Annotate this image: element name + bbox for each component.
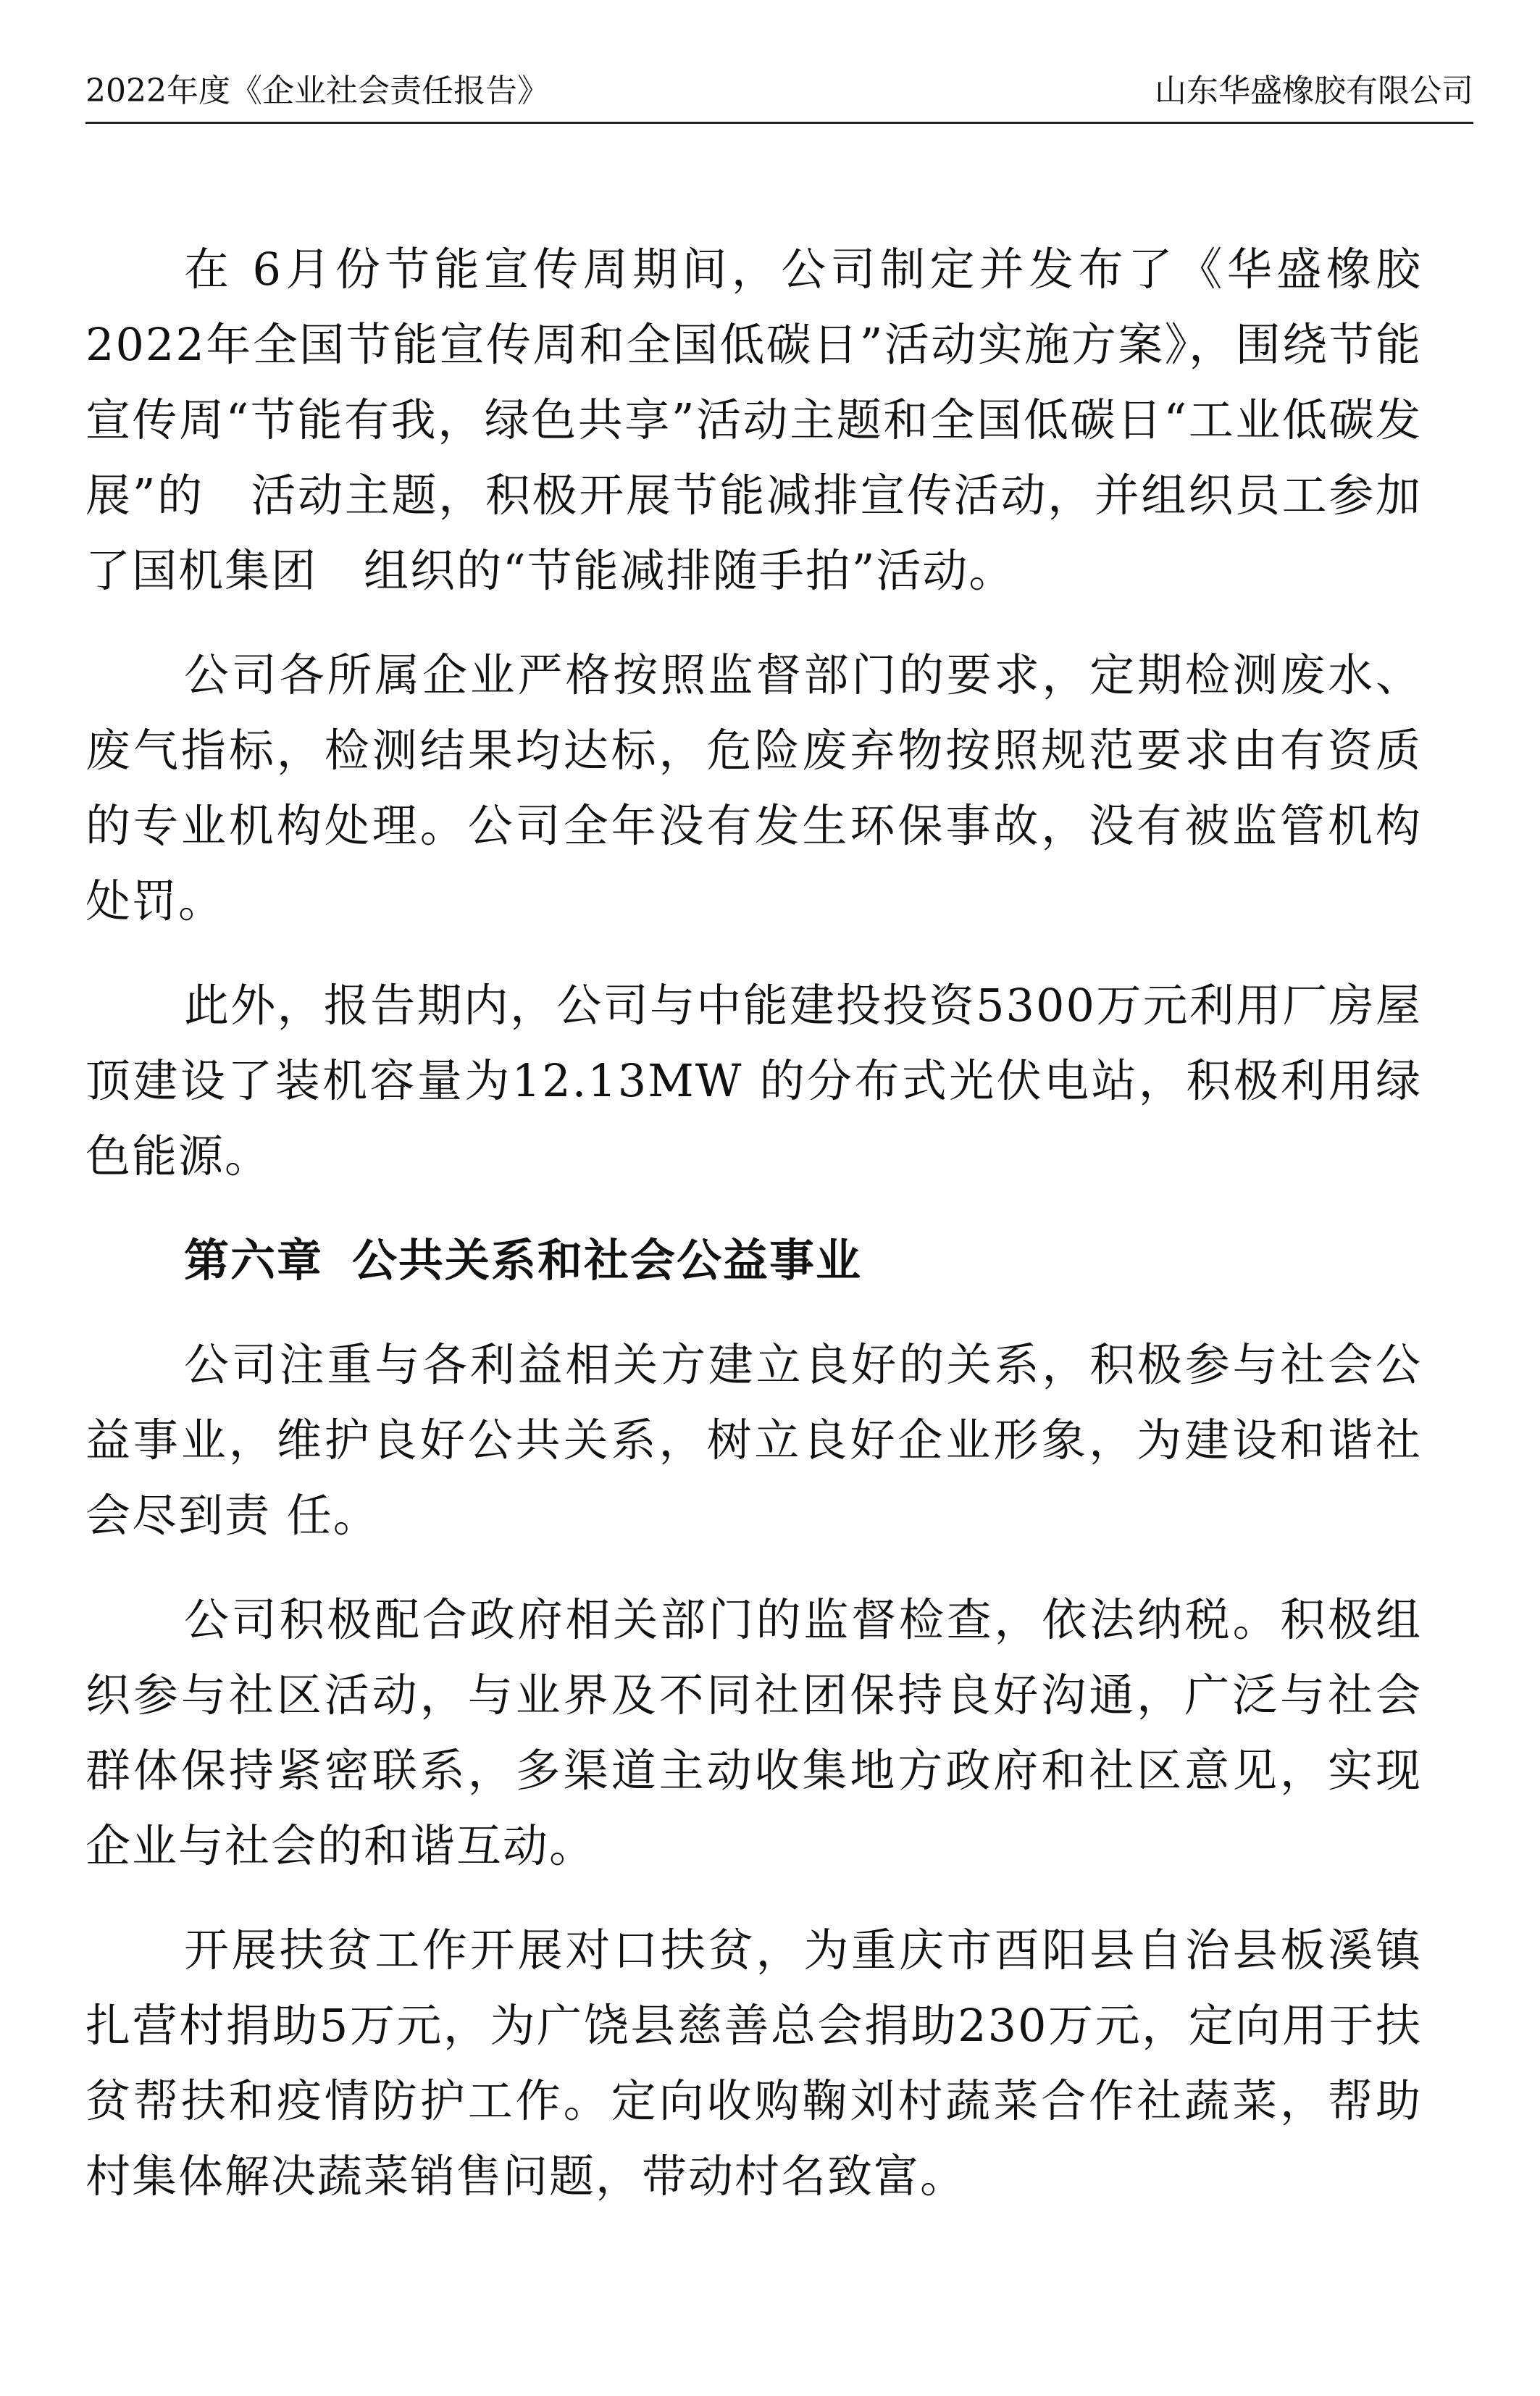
paragraph-energy-week: 在 6月份节能宣传周期间，公司制定并发布了《华盛橡胶2022年全国节能宣传周和全国低碳日”活动实施方案》，围绕节能宣传周“节能有我，绿色共享”活动主题和全国低碳日“工业低碳发展”的 活动主题，积极开展节能减排宣传活动，并组织员工参加了国机集团 组织的“节能减排随手拍”活动。 [85,243,1422,597]
report-title-header: 2022年度《企业社会责任报告》 [85,72,549,109]
paragraph-solar-station: 此外，报告期内，公司与中能建投投资5300万元利用厂房屋顶建设了装机容量为12.13MW 的分布式光伏电站，积极利用绿色能源。 [85,979,1422,1182]
chapter-title: 公共关系和社会公益事业 [352,1234,863,1287]
paragraph-poverty-alleviation: 开展扶贫工作开展对口扶贫，为重庆市酉阳县自治县板溪镇扎营村捐助5万元，为广饶县慈善总会捐助230万元，定向用于扶贫帮扶和疫情防护工作。定向收购鞠刘村蔬菜合作社蔬菜，帮助村集体解决蔬菜销售问题，带动村名致富。 [85,1924,1422,2203]
page-header [85,70,1473,124]
page-body [85,232,1422,2243]
chapter-number: 第六章 [184,1234,324,1287]
paragraph-stakeholder-relations: 公司注重与各利益相关方建立良好的关系，积极参与社会公益事业，维护良好公共关系，树立良好企业形象，为建设和谐社会尽到责 任。 [85,1338,1422,1542]
chapter-heading [85,1223,1422,1298]
company-name-header: 山东华盛橡胶有限公司 [1155,72,1473,109]
paragraph-pollution-monitoring: 公司各所属企业严格按照监督部门的要求，定期检测废水、废气指标，检测结果均达标，危险废弃物按照规范要求由有资质的专业机构处理。公司全年没有发生环保事故，没有被监管机构处罚。 [85,648,1422,927]
paragraph-government-cooperation: 公司积极配合政府相关部门的监督检查，依法纳税。积极组织参与社区活动，与业界及不同社团保持良好沟通，广泛与社会群体保持紧密联系，多渠道主动收集地方政府和社区意见，实现企业与社会的和谐互动。 [85,1593,1422,1872]
